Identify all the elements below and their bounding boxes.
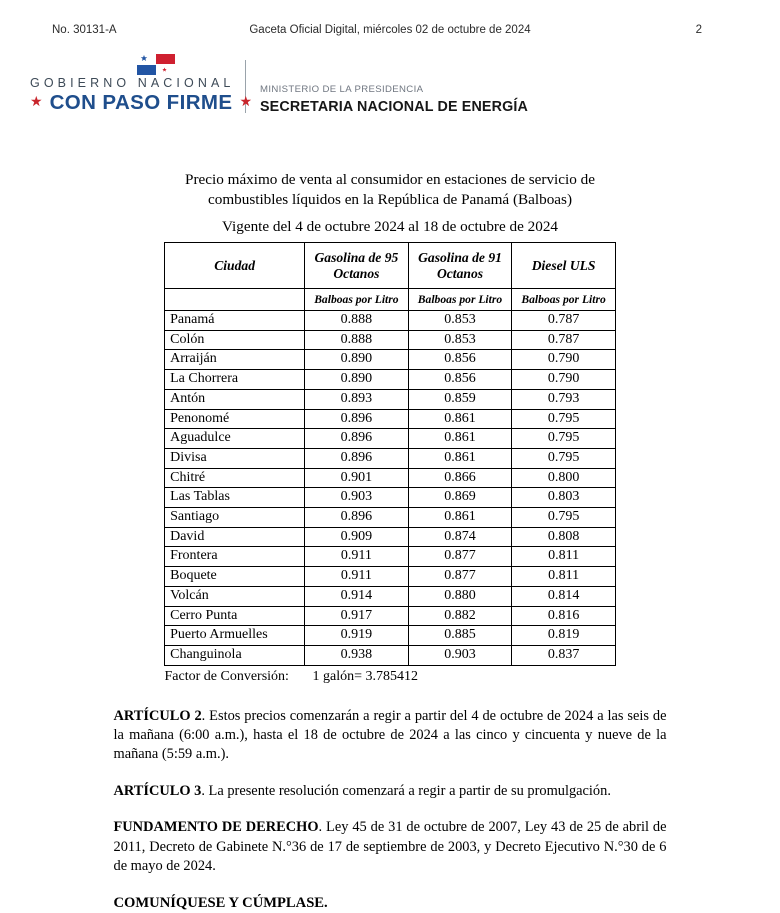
cell-city: Puerto Armuelles (165, 626, 305, 646)
cell-city: Aguadulce (165, 429, 305, 449)
ministry-line: MINISTERIO DE LA PRESIDENCIA (260, 84, 424, 95)
cell-diesel: 0.837 (512, 645, 616, 665)
cell-g91: 0.861 (408, 448, 512, 468)
table-row (165, 626, 616, 646)
cell-city: Santiago (165, 508, 305, 528)
unit-cell-city (165, 289, 305, 311)
cell-g91: 0.861 (408, 409, 512, 429)
cell-diesel: 0.808 (512, 527, 616, 547)
article-3-text: . La presente resolución comenzará a regir a partir de su promulgación. (201, 782, 611, 799)
cell-city: Frontera (165, 547, 305, 567)
cell-city: Colón (165, 330, 305, 350)
cell-city: Antón (165, 389, 305, 409)
cell-diesel: 0.795 (512, 508, 616, 528)
table-row (165, 350, 616, 370)
table-body (165, 311, 616, 666)
panama-flag-icon (135, 54, 181, 76)
star-right-icon: ★ (239, 95, 253, 110)
page-header (0, 20, 780, 40)
article-2 (114, 707, 667, 765)
cell-g91: 0.856 (408, 370, 512, 390)
cell-g95: 0.901 (305, 468, 409, 488)
table-row (165, 527, 616, 547)
cell-city: Arraiján (165, 350, 305, 370)
cell-city: Penonomé (165, 409, 305, 429)
unit-cell-g91: Balboas por Litro (408, 289, 512, 311)
cell-diesel: 0.800 (512, 468, 616, 488)
cell-g91: 0.869 (408, 488, 512, 508)
institutional-logo (30, 56, 528, 115)
table-row (165, 311, 616, 331)
unit-cell-diesel: Balboas por Litro (512, 289, 616, 311)
cell-g91: 0.877 (408, 547, 512, 567)
document-number: No. 30131-A (52, 24, 117, 36)
table-row (165, 468, 616, 488)
cell-diesel: 0.819 (512, 626, 616, 646)
conversion-factor (165, 669, 616, 685)
document-body (0, 170, 780, 913)
slogan-text: CON PASO FIRME (49, 91, 233, 114)
table-row (165, 389, 616, 409)
article-3 (114, 782, 667, 801)
government-line: GOBIERNO NACIONAL (30, 76, 235, 90)
cell-diesel: 0.790 (512, 370, 616, 390)
cell-diesel: 0.811 (512, 567, 616, 587)
table-row (165, 645, 616, 665)
cell-g95: 0.914 (305, 586, 409, 606)
fundamento-text: . Ley 45 de 31 de octubre de 2007, Ley 43 de 25 de abril de 2011, Decreto de Gabinete N.°36 de 17 de septiembre de 2003, y Decreto Ejecutivo N.°30 de 6 de mayo de 2024. (113, 819, 667, 875)
table-row (165, 606, 616, 626)
conversion-label: Factor de Conversión: (164, 668, 289, 684)
cell-diesel: 0.790 (512, 350, 616, 370)
conversion-value: 1 galón= 3.785412 (312, 668, 418, 684)
table-header-row (165, 243, 616, 289)
closing-statement: COMUNÍQUESE Y CÚMPLASE. (113, 894, 328, 911)
page-number: 2 (695, 24, 702, 36)
table-row (165, 567, 616, 587)
cell-g95: 0.890 (305, 370, 409, 390)
table-row (165, 370, 616, 390)
cell-diesel: 0.795 (512, 429, 616, 449)
fundamento-label: FUNDAMENTO DE DERECHO (113, 819, 319, 836)
cell-g95: 0.917 (305, 606, 409, 626)
cell-city: Las Tablas (165, 488, 305, 508)
cell-g95: 0.888 (305, 330, 409, 350)
table-row (165, 547, 616, 567)
cell-g91: 0.861 (408, 508, 512, 528)
table-row (165, 508, 616, 528)
column-header-diesel: Diesel ULS (512, 243, 616, 289)
article-2-text: . Estos precios comenzarán a regir a partir del 4 de octubre de 2024 a las seis de la mañana (6:00 a.m.), hasta el 18 de octubre de 2024 a las cinco y cincuenta y nueve de la mañana (5:59 a.m.). (113, 707, 667, 763)
cell-g91: 0.874 (408, 527, 512, 547)
cell-city: Divisa (165, 448, 305, 468)
slogan-line (30, 91, 253, 115)
logo-entity-side (246, 84, 528, 115)
cell-g95: 0.896 (305, 409, 409, 429)
cell-g91: 0.877 (408, 567, 512, 587)
title-line-2: combustibles líquidos en la República de Panamá (Balboas) (208, 190, 572, 208)
article-2-label: ARTÍCULO 2 (113, 707, 202, 724)
cell-g91: 0.859 (408, 389, 512, 409)
article-3-label: ARTÍCULO 3 (113, 782, 202, 799)
cell-g95: 0.896 (305, 448, 409, 468)
cell-g91: 0.903 (408, 645, 512, 665)
title-line-1: Precio máximo de venta al consumidor en estaciones de servicio de (185, 171, 595, 188)
cell-g95: 0.896 (305, 508, 409, 528)
table-row (165, 409, 616, 429)
star-left-icon: ★ (30, 95, 43, 110)
cell-city: Cerro Punta (165, 606, 305, 626)
cell-g95: 0.893 (305, 389, 409, 409)
column-header-g95: Gasolina de 95 Octanos (305, 243, 409, 289)
cell-g95: 0.911 (305, 567, 409, 587)
cell-g95: 0.938 (305, 645, 409, 665)
document-title (0, 170, 780, 236)
cell-city: Volcán (165, 586, 305, 606)
cell-g95: 0.890 (305, 350, 409, 370)
cell-diesel: 0.787 (512, 330, 616, 350)
gazette-title: Gaceta Oficial Digital, miércoles 02 de octubre de 2024 (249, 24, 531, 36)
table-head (165, 243, 616, 311)
cell-g95: 0.919 (305, 626, 409, 646)
cell-g91: 0.866 (408, 468, 512, 488)
cell-g91: 0.856 (408, 350, 512, 370)
column-header-g91: Gasolina de 91 Octanos (408, 243, 512, 289)
cell-g91: 0.880 (408, 586, 512, 606)
table-row (165, 586, 616, 606)
cell-g95: 0.903 (305, 488, 409, 508)
cell-g91: 0.882 (408, 606, 512, 626)
logo-government-side (30, 56, 253, 115)
cell-diesel: 0.811 (512, 547, 616, 567)
cell-city: Boquete (165, 567, 305, 587)
validity-line: Vigente del 4 de octubre 2024 al 18 de octubre de 2024 (221, 218, 559, 235)
cell-diesel: 0.803 (512, 488, 616, 508)
cell-g95: 0.909 (305, 527, 409, 547)
column-header-city: Ciudad (165, 243, 305, 289)
table-row (165, 429, 616, 449)
cell-city: Chitré (165, 468, 305, 488)
unit-cell-g95: Balboas por Litro (305, 289, 409, 311)
cell-g91: 0.885 (408, 626, 512, 646)
table-unit-row (165, 289, 616, 311)
table-row (165, 488, 616, 508)
cell-diesel: 0.814 (512, 586, 616, 606)
fundamento-de-derecho (114, 818, 667, 876)
cell-diesel: 0.795 (512, 409, 616, 429)
cell-diesel: 0.787 (512, 311, 616, 331)
cell-g91: 0.853 (408, 330, 512, 350)
fuel-price-table (164, 242, 616, 666)
cell-g95: 0.911 (305, 547, 409, 567)
table-row (165, 330, 616, 350)
cell-g91: 0.853 (408, 311, 512, 331)
cell-city: La Chorrera (165, 370, 305, 390)
cell-city: Panamá (165, 311, 305, 331)
cell-g95: 0.896 (305, 429, 409, 449)
cell-g95: 0.888 (305, 311, 409, 331)
cell-city: Changuinola (165, 645, 305, 665)
cell-diesel: 0.793 (512, 389, 616, 409)
table-row (165, 448, 616, 468)
entity-line: SECRETARIA NACIONAL DE ENERGÍA (260, 99, 528, 115)
cell-diesel: 0.816 (512, 606, 616, 626)
cell-city: David (165, 527, 305, 547)
cell-g91: 0.861 (408, 429, 512, 449)
cell-diesel: 0.795 (512, 448, 616, 468)
